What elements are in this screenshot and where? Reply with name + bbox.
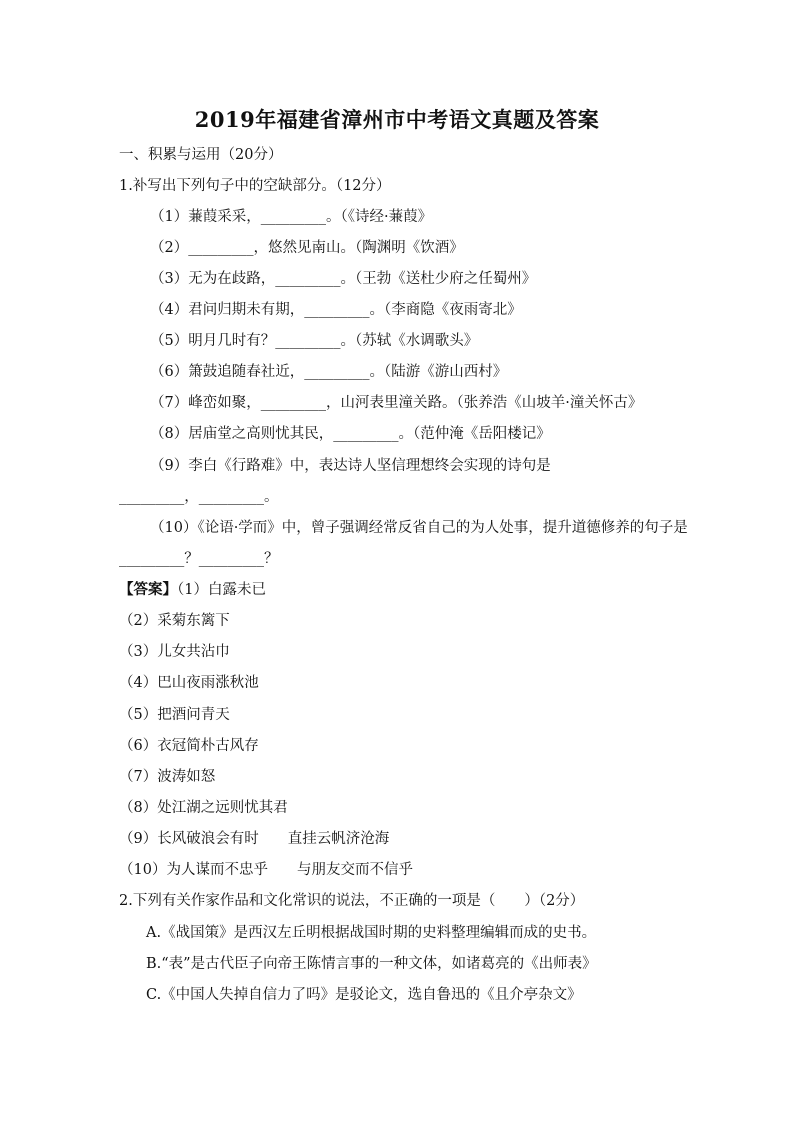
q1-item-1: （1）蒹葭采采，_________。（《诗经·蒹葭》 [150, 209, 433, 225]
q1-item-2: （2）_________，悠然见南山。（陶渊明《饮酒》 [150, 240, 464, 256]
q2-option-a: A.《战国策》是西汉左丘明根据战国时期的史料整理编辑而成的史书。 [146, 925, 597, 941]
answer-item-9: （9）长风破浪会有时 直挂云帆济沧海 [119, 831, 390, 847]
question-1-stem: 1.补写出下列句子中的空缺部分。（12分） [119, 178, 391, 194]
answer-item-10: （10）为人谋而不忠乎 与朋友交而不信乎 [119, 862, 413, 878]
answer-item-7: （7）波涛如怒 [119, 769, 216, 785]
q2-option-b: B.“表”是古代臣子向帝王陈情言事的一种文体，如诸葛亮的《出师表》 [146, 956, 597, 972]
answer-item-6: （6）衣冠简朴古风存 [119, 738, 259, 754]
q1-item-10: （10）《论语·学而》中，曾子强调经常反省自己的为人处事，提升道德修养的句子是 [150, 520, 688, 536]
q1-item-4: （4）君问归期未有期，_________。（李商隐《夜雨寄北》 [150, 302, 522, 318]
q1-item-3: （3）无为在歧路，_________。（王勃《送杜少府之任蜀州》 [150, 271, 537, 287]
question-2-stem: 2.下列有关作家作品和文化常识的说法，不正确的一项是（ ）（2分） [119, 893, 585, 909]
answer-label: 【答案】 [119, 581, 177, 598]
answer-line-1 [119, 580, 266, 600]
q1-item-9-blanks: _________，_________。 [119, 489, 279, 505]
q2-option-c: C.《中国人失掉自信力了吗》是驳论文，选自鲁迅的《且介亭杂文》 [146, 987, 582, 1003]
answer-item-1: （1）白露未已 [177, 582, 266, 598]
answer-item-5: （5）把酒问青天 [119, 707, 230, 723]
answer-item-2: （2）采菊东篱下 [119, 613, 230, 629]
q1-item-7: （7）峰峦如聚，_________，山河表里潼关路。（张养浩《山坡羊·潼关怀古》 [150, 395, 643, 411]
answer-item-3: （3）儿女共沾巾 [119, 644, 230, 660]
q1-item-5: （5）明月几时有？_________。（苏轼《水调歌头》 [150, 333, 479, 349]
q1-item-10-blanks: _________？_________？ [119, 551, 279, 567]
answer-item-4: （4）巴山夜雨涨秋池 [119, 675, 259, 691]
q1-item-9: （9）李白《行路难》中，表达诗人坚信理想终会实现的诗句是 [150, 458, 551, 474]
document-title: 2019年福建省漳州市中考语文真题及答案 [194, 107, 600, 132]
q1-item-8: （8）居庙堂之高则忧其民，_________。（范仲淹《岳阳楼记》 [150, 426, 551, 442]
answer-item-8: （8）处江湖之远则忧其君 [119, 800, 288, 816]
section-heading: 一、积累与运用（20分） [119, 147, 283, 163]
q1-item-6: （6）箫鼓追随春社近，_________。（陆游《游山西村》 [150, 364, 508, 380]
